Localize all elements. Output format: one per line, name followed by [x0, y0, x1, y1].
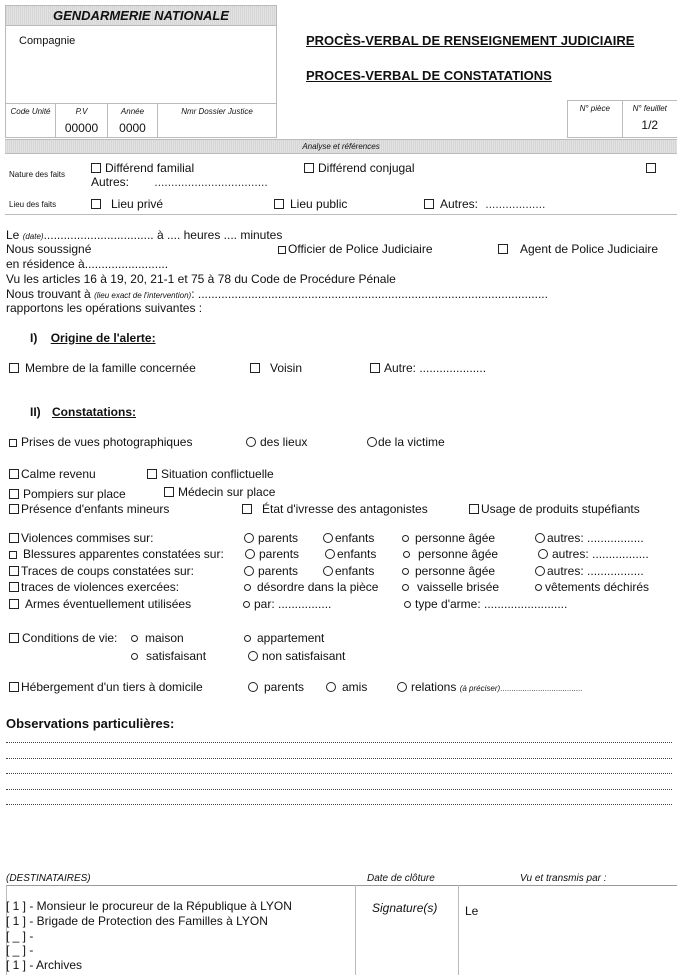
photos-lieux-option[interactable]: des lieux	[246, 435, 307, 449]
photos-victime-option[interactable]: de la victime	[367, 435, 445, 449]
traces-coups-option[interactable]: Traces de coups constatées sur:	[9, 564, 194, 578]
checkbox-icon[interactable]	[278, 246, 286, 254]
radio-icon[interactable]	[402, 584, 409, 591]
piece-box	[567, 100, 677, 138]
codes-row	[6, 103, 276, 138]
checkbox-icon[interactable]	[91, 163, 101, 173]
le-label: Le	[465, 904, 479, 918]
traces-parents-option[interactable]: parents	[244, 564, 298, 578]
hebergement-amis-option[interactable]: amis	[326, 680, 367, 694]
nature-option-familial[interactable]: Différend familial	[91, 161, 194, 175]
violences-autres-option[interactable]: autres: .................	[535, 531, 644, 545]
radio-icon[interactable]	[535, 584, 542, 591]
checkbox-icon[interactable]	[9, 582, 19, 592]
radio-icon[interactable]	[248, 651, 258, 661]
nature-label: Nature des faits	[9, 170, 66, 179]
hebergement-parents-option[interactable]: parents	[248, 680, 304, 694]
footer-divider	[6, 885, 677, 886]
armes-type-option[interactable]: type d'arme: .........................	[404, 597, 567, 611]
hebergement-relations-option[interactable]: relations (à préciser).....................................	[397, 680, 582, 694]
checkbox-icon[interactable]	[9, 551, 17, 559]
blessures-option[interactable]: Blessures apparentes constatées sur:	[9, 547, 224, 561]
annee-label: Année	[120, 107, 145, 116]
enfants-mineurs-option[interactable]: Présence d'enfants mineurs	[9, 502, 169, 516]
desordre-option[interactable]: désordre dans la pièce	[244, 580, 378, 594]
traces-agee-option[interactable]: personne âgée	[402, 564, 495, 578]
checkbox-icon[interactable]	[9, 566, 19, 576]
checkbox-icon[interactable]	[9, 682, 19, 692]
piece-label: N° pièce	[579, 104, 610, 113]
analyse-band: Analyse et références	[5, 139, 677, 154]
checkbox-icon[interactable]	[370, 363, 380, 373]
recipient-item: [ 1 ] - Archives	[6, 958, 83, 973]
checkbox-icon[interactable]	[91, 199, 101, 209]
vetements-option[interactable]: vêtements déchirés	[535, 580, 649, 594]
violences-agee-option[interactable]: personne âgée	[402, 531, 495, 545]
radio-icon[interactable]	[244, 635, 251, 642]
blessures-agee-option[interactable]: personne âgée	[403, 547, 498, 561]
checkbox-icon[interactable]	[424, 199, 434, 209]
radio-icon[interactable]	[243, 601, 250, 608]
code-unite-cell[interactable]	[6, 104, 56, 138]
signature-label[interactable]: Signature(s)	[372, 901, 438, 915]
nature-option-extra[interactable]	[646, 161, 660, 175]
cloture-label: Date de clôture	[367, 873, 435, 884]
lieu-option-prive[interactable]: Lieu privé	[91, 197, 163, 211]
checkbox-icon[interactable]	[498, 244, 508, 254]
opj-option[interactable]: Officier de Police Judiciaire	[278, 242, 433, 256]
radio-icon[interactable]	[244, 566, 254, 576]
medecin-option[interactable]: Médecin sur place	[164, 485, 275, 499]
checkbox-icon[interactable]	[164, 487, 174, 497]
checkbox-icon[interactable]	[9, 533, 19, 543]
observation-line[interactable]	[6, 773, 672, 774]
radio-icon[interactable]	[535, 533, 545, 543]
radio-icon[interactable]	[404, 601, 411, 608]
pv-label: P.V	[75, 107, 88, 116]
divider	[5, 214, 677, 215]
rapportons-line: rapportons les opérations suivantes :	[6, 301, 203, 315]
checkbox-icon[interactable]	[469, 504, 479, 514]
checkbox-icon[interactable]	[304, 163, 314, 173]
observation-line[interactable]	[6, 804, 672, 805]
radio-icon[interactable]	[246, 437, 256, 447]
ivresse-option[interactable]: État d'ivresse des antagonistes	[242, 502, 428, 516]
violences-enfants-option[interactable]: enfants	[323, 531, 374, 545]
radio-icon[interactable]	[402, 568, 409, 575]
recipient-item: [ 1 ] - Monsieur le procureur de la République à LYON	[6, 899, 292, 913]
recipient-item: [ _ ] -	[6, 928, 34, 943]
pompiers-option[interactable]: Pompiers sur place	[9, 487, 126, 501]
observations-title: Observations particulières:	[6, 716, 175, 731]
recipient-item: [ _ ] -	[6, 943, 34, 958]
org-name: GENDARMERIE NATIONALE	[6, 6, 276, 26]
checkbox-icon[interactable]	[9, 489, 19, 499]
feuillet-label: N° feuillet	[632, 104, 667, 113]
traces-violences-option[interactable]: traces de violences exercées:	[9, 580, 179, 594]
radio-icon[interactable]	[245, 549, 255, 559]
footer-border-right	[458, 885, 459, 975]
radio-icon[interactable]	[244, 533, 254, 543]
radio-icon[interactable]	[323, 533, 333, 543]
checkbox-icon[interactable]	[646, 163, 656, 173]
blessures-enfants-option[interactable]: enfants	[325, 547, 376, 561]
hebergement-option[interactable]: Hébergement d'un tiers à domicile	[9, 680, 203, 694]
radio-icon[interactable]	[131, 653, 138, 660]
radio-icon[interactable]	[325, 549, 335, 559]
recipients-list	[6, 899, 292, 973]
checkbox-icon[interactable]	[242, 504, 252, 514]
traces-autres-option[interactable]: autres: .................	[535, 564, 644, 578]
radio-icon[interactable]	[538, 549, 548, 559]
nature-option-conjugal[interactable]: Différend conjugal	[304, 161, 415, 175]
armes-par-option[interactable]: par: ................	[243, 597, 331, 611]
compagnie-label: Compagnie	[19, 35, 76, 47]
pv-cell[interactable]	[56, 104, 108, 138]
code-unite-label: Code Unité	[10, 107, 51, 116]
destinataires-label: (DESTINATAIRES)	[6, 873, 91, 884]
armes-option[interactable]: Armes éventuellement utilisées	[9, 597, 191, 611]
vaisselle-option[interactable]: vaisselle brisée	[402, 580, 499, 594]
radio-icon[interactable]	[131, 635, 138, 642]
checkbox-icon[interactable]	[9, 633, 19, 643]
doc-title-1: PROCÈS-VERBAL DE RENSEIGNEMENT JUDICIAIRE	[306, 33, 635, 48]
maison-option[interactable]: maison	[131, 631, 184, 645]
photos-option[interactable]: Prises de vues photographiques	[9, 435, 192, 449]
dossier-cell[interactable]	[158, 104, 276, 138]
stupefiants-option[interactable]: Usage de produits stupéfiants	[469, 502, 640, 516]
checkbox-icon[interactable]	[9, 599, 19, 609]
alerte-option-famille[interactable]: Membre de la famille concernée	[9, 361, 196, 375]
radio-icon[interactable]	[244, 584, 251, 591]
residence-line[interactable]: en résidence à.........................	[6, 257, 169, 271]
checkbox-icon[interactable]	[147, 469, 157, 479]
footer-border-mid	[355, 885, 356, 975]
blessures-parents-option[interactable]: parents	[245, 547, 299, 561]
feuillet-value: 1/2	[641, 118, 659, 132]
violences-parents-option[interactable]: parents	[244, 531, 298, 545]
observation-line[interactable]	[6, 742, 672, 743]
articles-line: Vu les articles 16 à 19, 20, 21-1 et 75 à 78 du Code de Procédure Pénale	[6, 272, 396, 286]
checkbox-icon[interactable]	[9, 469, 19, 479]
checkbox-icon[interactable]	[250, 363, 260, 373]
blessures-autres-option[interactable]: autres: .................	[538, 547, 649, 561]
checkbox-icon[interactable]	[9, 439, 17, 447]
alerte-option-autre[interactable]: Autre: ....................	[370, 361, 486, 375]
non-satisfaisant-option[interactable]: non satisfaisant	[248, 649, 345, 663]
radio-icon[interactable]	[326, 682, 336, 692]
calme-revenu-option[interactable]: Calme revenu	[9, 467, 96, 481]
radio-icon[interactable]	[403, 551, 410, 558]
annee-value: 0000	[119, 121, 146, 135]
pv-value: 00000	[64, 121, 99, 135]
checkbox-icon[interactable]	[274, 199, 284, 209]
violences-commises-option[interactable]: Violences commises sur:	[9, 531, 154, 545]
doc-title-2: PROCES-VERBAL DE CONSTATATIONS	[306, 68, 552, 83]
recipient-item: [ 1 ] - Brigade de Protection des Familles à LYON	[6, 913, 268, 928]
conditions-vie-option[interactable]: Conditions de vie:	[9, 631, 117, 645]
section2-heading: II) Constatations:	[30, 405, 137, 419]
radio-icon[interactable]	[323, 566, 333, 576]
nature-autres[interactable]: Autres: ..................................	[91, 175, 268, 189]
section1-heading: I) Origine de l'alerte:	[30, 331, 156, 345]
checkbox-icon[interactable]	[9, 363, 19, 373]
apj-option[interactable]: Agent de Police Judiciaire	[498, 242, 658, 256]
radio-icon[interactable]	[248, 682, 258, 692]
radio-icon[interactable]	[402, 535, 409, 542]
piece-cell[interactable]	[568, 101, 623, 137]
radio-icon[interactable]	[535, 566, 545, 576]
nous-soussigne: Nous soussigné	[6, 242, 92, 256]
annee-cell[interactable]	[108, 104, 158, 138]
radio-icon[interactable]	[397, 682, 407, 692]
lieu-option-public[interactable]: Lieu public	[274, 197, 347, 211]
observation-line[interactable]	[6, 789, 672, 790]
lieu-option-autres[interactable]: Autres: ..................	[424, 197, 545, 211]
gendarmerie-box	[5, 5, 277, 138]
observation-line[interactable]	[6, 758, 672, 759]
dossier-label: Nmr Dossier Justice	[181, 107, 253, 116]
alerte-option-voisin[interactable]: Voisin	[250, 361, 302, 375]
situation-conflictuelle-option[interactable]: Situation conflictuelle	[147, 467, 274, 481]
checkbox-icon[interactable]	[9, 504, 19, 514]
traces-enfants-option[interactable]: enfants	[323, 564, 374, 578]
lieu-label: Lieu des faits	[9, 200, 57, 209]
transmis-label: Vu et transmis par :	[520, 873, 607, 884]
le-date-line[interactable]: Le (date)................................. à .... heures .... minutes	[6, 228, 283, 242]
radio-icon[interactable]	[367, 437, 377, 447]
satisfaisant-option[interactable]: satisfaisant	[131, 649, 206, 663]
feuillet-cell[interactable]	[623, 101, 677, 137]
lieu-intervention-line[interactable]: Nous trouvant à (lieu exact de l'intervention): .........................................................................................................	[6, 287, 548, 301]
appartement-option[interactable]: appartement	[244, 631, 324, 645]
